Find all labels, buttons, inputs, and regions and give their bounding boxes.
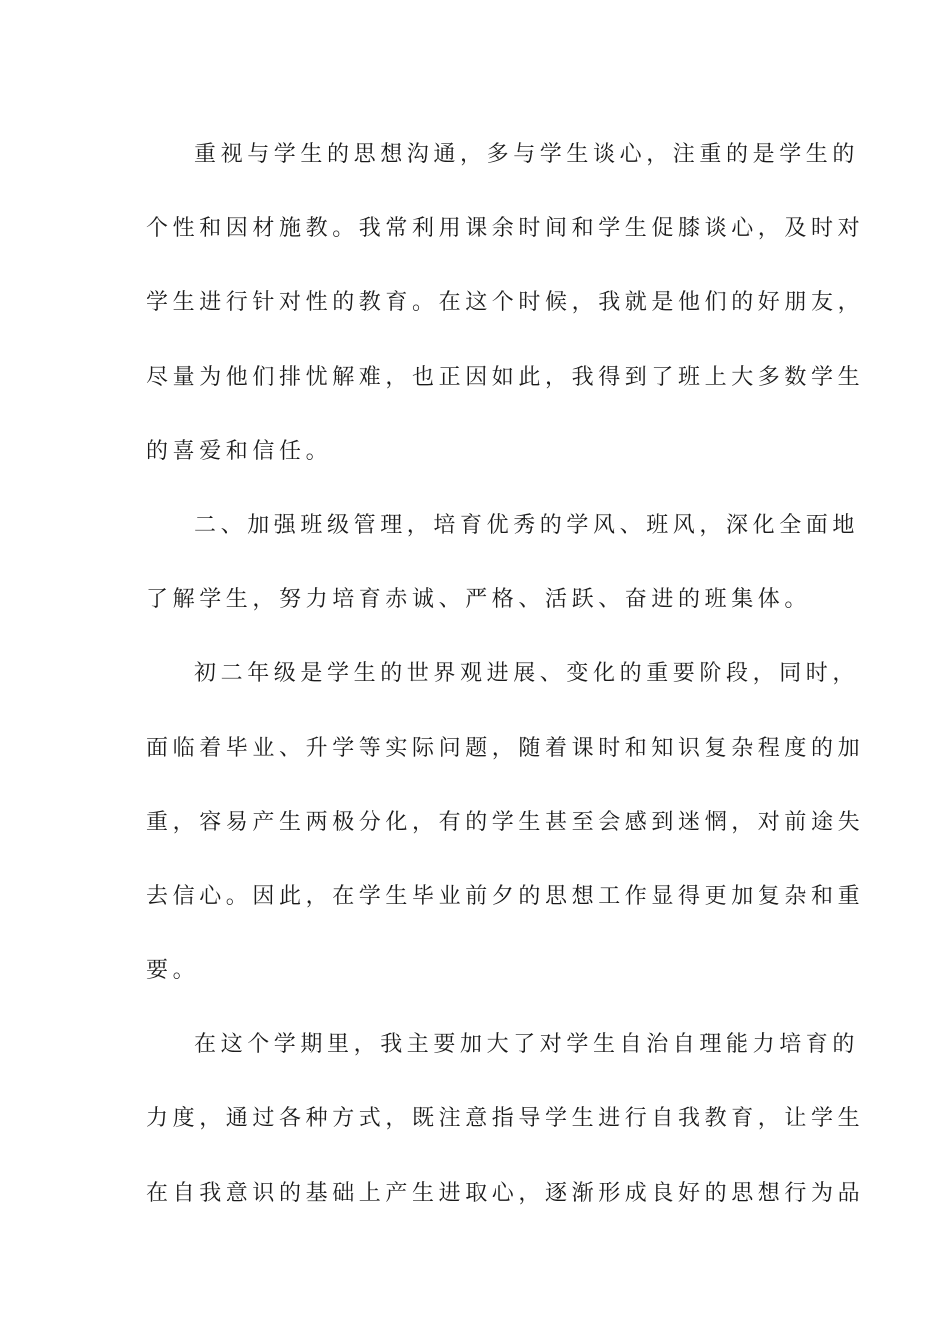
- text-line: 在自我意识的基础上产生进取心，逐渐形成良好的思想行为品: [146, 1180, 865, 1206]
- text-line: 面临着毕业、升学等实际问题，随着课时和知识复杂程度的加: [146, 735, 865, 761]
- text-line: 初二年级是学生的世界观进展、变化的重要阶段，同时，: [194, 661, 860, 687]
- text-line: 要。: [146, 958, 200, 984]
- paragraph-4: [146, 1008, 865, 1231]
- text-line: 力度，通过各种方式，既注意指导学生进行自我教育，让学生: [146, 1106, 865, 1132]
- document-body: [146, 118, 865, 1231]
- text-line: 了解学生，努力培育赤诚、严格、活跃、奋进的班集体。: [146, 587, 812, 613]
- text-line: 重，容易产生两极分化，有的学生甚至会感到迷惘，对前途失: [146, 809, 865, 835]
- text-line: 在这个学期里，我主要加大了对学生自治自理能力培育的: [194, 1032, 860, 1058]
- paragraph-1: [146, 118, 865, 489]
- text-line: 二、加强班级管理，培育优秀的学风、班风，深化全面地: [194, 512, 860, 538]
- paragraph-2: [146, 489, 860, 637]
- paragraph-3: [146, 637, 865, 1008]
- text-line: 个性和因材施教。我常利用课余时间和学生促膝谈心，及时对: [146, 216, 865, 242]
- text-line: 去信心。因此，在学生毕业前夕的思想工作显得更加复杂和重: [146, 883, 865, 909]
- text-line: 学生进行针对性的教育。在这个时候，我就是他们的好朋友，: [146, 290, 865, 316]
- text-line: 重视与学生的思想沟通，多与学生谈心，注重的是学生的: [194, 142, 860, 167]
- text-line: 的喜爱和信任。: [146, 438, 333, 464]
- text-line: 尽量为他们排忧解难，也正因如此，我得到了班上大多数学生: [146, 364, 865, 390]
